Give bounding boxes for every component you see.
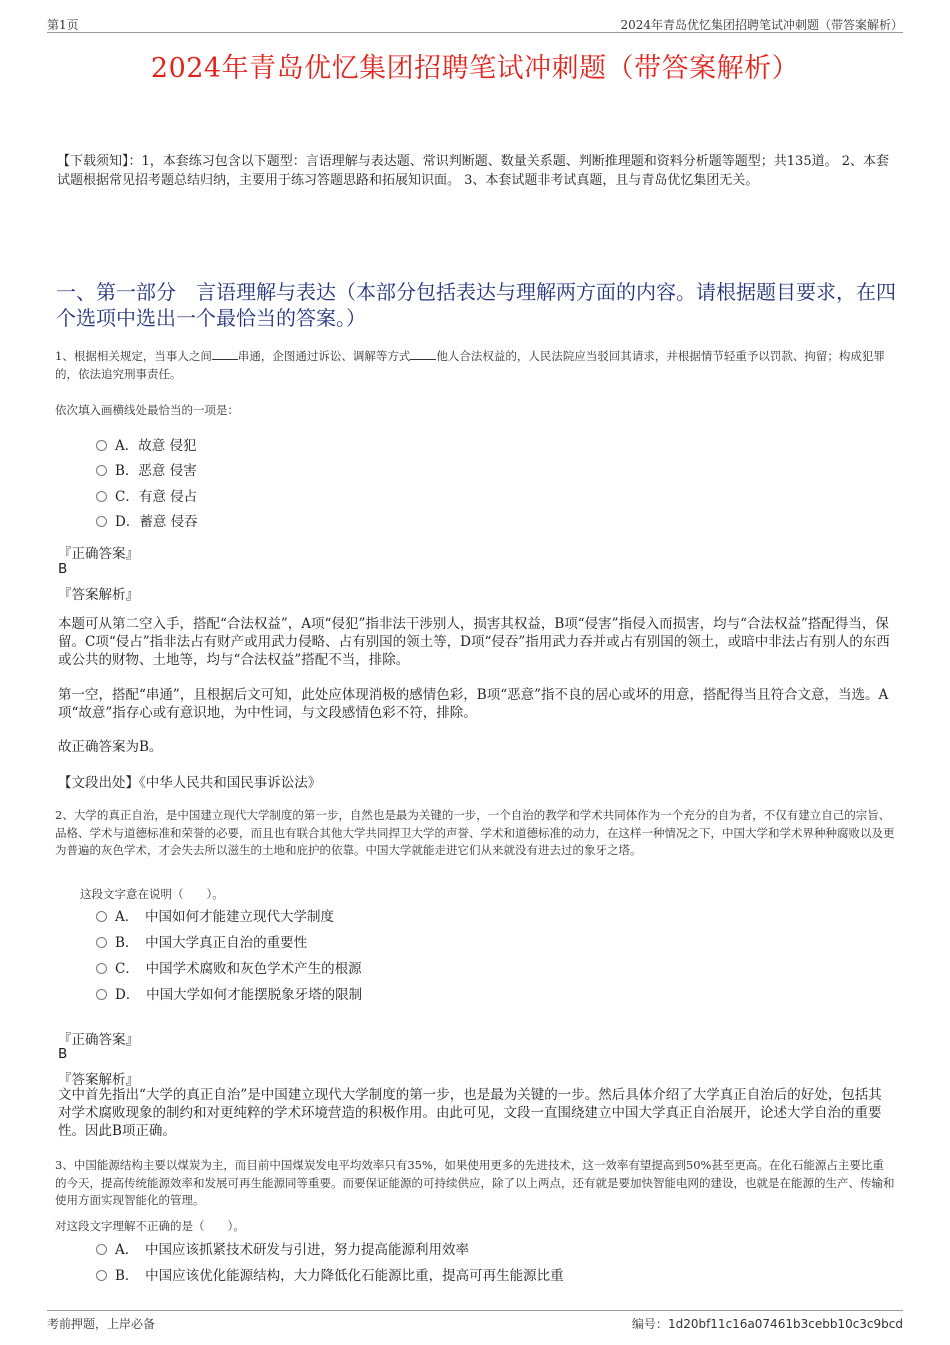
q2-option-a[interactable] [96, 907, 334, 927]
page-header [47, 14, 903, 33]
question-3-prompt: 对这段文字理解不正确的是（ ）。 [55, 1219, 245, 1233]
radio-icon[interactable] [96, 440, 107, 451]
question-2-prompt: 这段文字意在说明（ ）。 [80, 887, 224, 901]
q1-text-part-c: 他人合法权益的，人民法院应当驳回其请求，并根据情节轻重予以罚款、拘留；构成犯罪的，依法追究刑事责任。 [55, 349, 885, 381]
radio-icon[interactable] [96, 937, 107, 948]
footer-slogan: 考前押题，上岸必备 [47, 1317, 156, 1331]
option-label: B．恶意 侵害 [115, 463, 197, 479]
option-label: C． 中国学术腐败和灰色学术产生的根源 [115, 961, 362, 977]
source-label: 【文段出处】 [58, 775, 139, 791]
page-footer [47, 1310, 903, 1329]
q3-option-a[interactable] [96, 1240, 469, 1260]
document-title: 2024年青岛优忆集团招聘笔试冲刺题（带答案解析） [150, 53, 800, 84]
option-label: D． 中国大学如何才能摆脱象牙塔的限制 [115, 987, 363, 1003]
q1-analysis-paragraph-1: 本题可从第二空入手，搭配“合法权益”，A项“侵犯”指非法干涉别人，损害其权益，B项“侵害”指侵入而损害，均与“合法权益”搭配得当，保留。C项“侵占”指非法占有财产或用武力侵略、占有别国的领土等，D项“侵吞”指用武力吞并或占有别国的领土，或暗中非法占有别人的东西或公共的财物、土地等，均与“合法权益”搭配不当，排除。 [58, 616, 890, 668]
q1-option-d[interactable] [96, 512, 198, 532]
q3-option-b[interactable] [96, 1266, 564, 1286]
option-label: A．故意 侵犯 [115, 438, 197, 454]
q1-option-b[interactable] [96, 461, 197, 481]
option-label: B． 中国大学真正自治的重要性 [115, 935, 308, 951]
download-notice: 【下载须知】：1，本套练习包含以下题型：言语理解与表达题、常识判断题、数量关系题、判断推理题和资料分析题等题型；共135道。 2、本套试题根据常见招考题总结归纳，主要用于练习答题思路和拓展知识面。 3、本套试题非考试真题，且与青岛优忆集团无关。 [57, 154, 889, 188]
question-1-text [55, 348, 895, 383]
footer-code [632, 1315, 903, 1332]
blank-2 [410, 359, 436, 360]
radio-icon[interactable] [96, 491, 107, 502]
option-label: B． 中国应该优化能源结构，大力降低化石能源比重，提高可再生能源比重 [115, 1268, 564, 1284]
blank-1 [212, 359, 238, 360]
option-label: C．有意 侵占 [115, 489, 198, 505]
q1-option-a[interactable] [96, 436, 197, 456]
source-text: 《中华人民共和国民事诉讼法》 [139, 775, 322, 791]
question-2-text: 2、大学的真正自治，是中国建立现代大学制度的第一步，自然也是最为关键的一步，一个自治的教学和学术共同体作为一个充分的自为者，不仅有建立自己的宗旨、品格、学术与道德标准和荣誉的必要，而且也有联合其他大学共同捍卫大学的声誉、学术和道德标准的动力，在这样一种情况之下，中国大学和学术界种种腐败以及更为普遍的灰色学术，才会失去所以滋生的土地和庇护的依靠。中国大学就能走进它们从来就没有进去过的象牙之塔。 [55, 808, 895, 857]
q1-analysis-conclusion: 故正确答案为B。 [58, 739, 163, 755]
section-heading: 一、第一部分 言语理解与表达（本部分包括表达与理解两方面的内容。请根据题目要求，在四个选项中选出一个最恰当的答案。） [56, 280, 896, 330]
option-label: D．蓄意 侵吞 [115, 514, 198, 530]
footer-code-value: 1d20bf11c16a07461b3cebb10c3c9bcd [667, 1317, 903, 1331]
q2-analysis-label: 『答案解析』 [58, 1072, 139, 1088]
q2-answer: B [58, 1046, 68, 1062]
q1-correct-answer-label: 『正确答案』 [58, 546, 139, 562]
radio-icon[interactable] [96, 911, 107, 922]
q1-analysis-paragraph-2: 第一空，搭配“串通”，且根据后文可知，此处应体现消极的感情色彩，B项“恶意”指不良的居心或坏的用意，搭配得当且符合文意，当选。A项“故意”指存心或有意识地，为中性词，与文段感情色彩不符，排除。 [58, 687, 889, 721]
radio-icon[interactable] [96, 465, 107, 476]
q2-correct-answer-label: 『正确答案』 [58, 1032, 139, 1048]
option-label: A． 中国应该抓紧技术研发与引进，努力提高能源利用效率 [115, 1242, 469, 1258]
radio-icon[interactable] [96, 1244, 107, 1255]
footer-code-label: 编号： [631, 1317, 668, 1331]
q2-analysis: 文中首先指出“大学的真正自治”是中国建立现代大学制度的第一步，也是最为关键的一步。然后具体介绍了大学真正自治后的好处，包括其对学术腐败现象的制约和对更纯粹的学术环境营造的积极作用。由此可见，文段一直围绕建立中国大学真正自治展开，论述大学自治的重要性。因此B项正确。 [58, 1087, 882, 1139]
radio-icon[interactable] [96, 1270, 107, 1281]
q1-source [58, 771, 321, 791]
q1-analysis-label: 『答案解析』 [58, 587, 139, 603]
option-label: A． 中国如何才能建立现代大学制度 [115, 909, 334, 925]
question-3-text: 3、中国能源结构主要以煤炭为主，而目前中国煤炭发电平均效率只有35%，如果使用更多的先进技术，这一效率有望提高到50%甚至更高。在化石能源占主要比重的今天，提高传统能源效率和发展可再生能源同等重要。而要保证能源的可持续供应，除了以上两点，还有就是要加快智能电网的建设，也就是在能源的生产、传输和使用方面实现智能化的管理。 [55, 1158, 895, 1207]
radio-icon[interactable] [96, 963, 107, 974]
q1-answer: B [58, 561, 68, 577]
q2-option-c[interactable] [96, 959, 362, 979]
radio-icon[interactable] [96, 516, 107, 527]
q1-text-part-a: 1、根据相关规定，当事人之间 [55, 349, 212, 363]
q2-option-d[interactable] [96, 985, 362, 1005]
q2-option-b[interactable] [96, 933, 307, 953]
radio-icon[interactable] [96, 989, 107, 1000]
page-number: 第1页 [47, 18, 79, 32]
q1-option-c[interactable] [96, 487, 197, 507]
question-1-prompt: 依次填入画横线处最恰当的一项是： [55, 403, 239, 417]
header-doc-title: 2024年青岛优忆集团招聘笔试冲刺题（带答案解析） [620, 18, 903, 32]
q1-text-part-b: 串通，企图通过诉讼、调解等方式 [237, 349, 411, 363]
